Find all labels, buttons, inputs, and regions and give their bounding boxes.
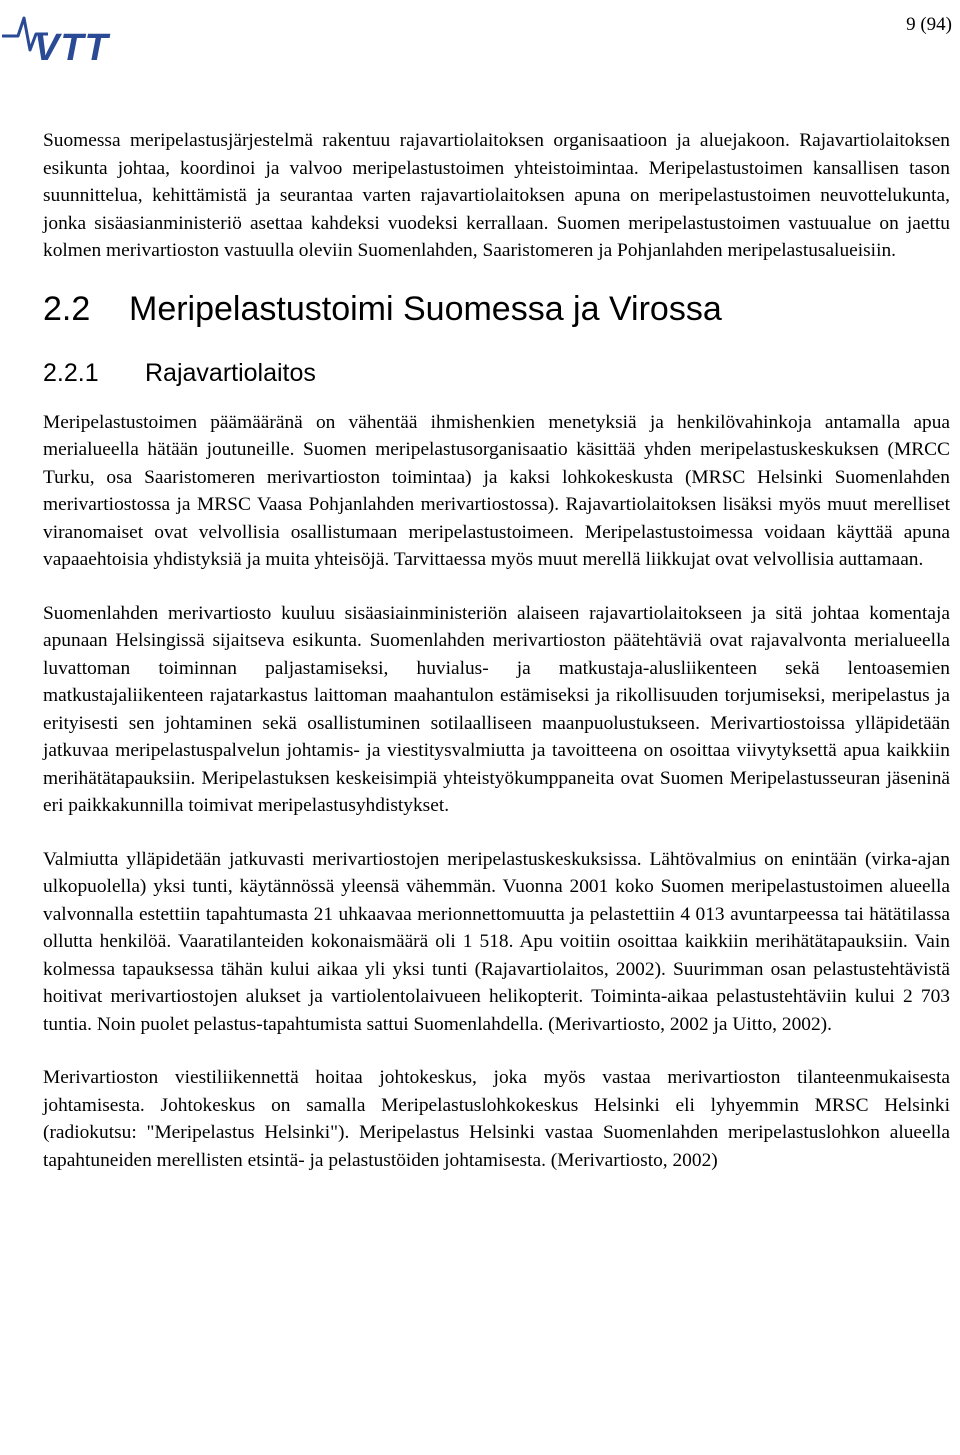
- vtt-logo: [0, 4, 160, 66]
- page-number: 9 (94): [906, 14, 952, 35]
- paragraph-meripelastustoimi: Meripelastustoimen päämääränä on vähentää ihmishenkien menetyksiä ja henkilövahinkoja antamalla apua merialueella hätään joutuneille. Suomen meripelastusorganisaatio käsittää yhden meripelastuskeskuksen (MRCC Turku, osa Saaristomeren merivartioston toimintaa) ja kaksi lohkokeskusta (MRSC Helsinki Suomenlahden merivartiostossa ja MRSC Vaasa Pohjanlahden merivartiostossa). Rajavartiolaitoksen lisäksi myös muut merelliset viranomaiset ovat velvollisia osallistumaan meripelastustoimeen. Meripelastustoimessa voidaan käyttää apuna vapaaehtoisia yhdistyksiä ja muita yhteisöjä. Tarvittaessa myös muut merellä liikkujat ovat velvollisia auttamaan.: [43, 411, 950, 570]
- paragraph-suomenlahden-merivartiosto: Suomenlahden merivartiosto kuuluu sisäasiainministeriön alaiseen rajavartiolaitokseen ja sitä johtaa komentaja apunaan Helsingissä sijaitseva esikunta. Suomenlahden merivartioston päätehtäviä ovat rajavalvonta merialueella luvattoman toiminnan paljastamiseksi, huvialus- ja matkustaja-alusliikenteen sekä lentoasemien matkustajaliikenteen rajatarkastus laittoman maahantulon estämiseksi ja rikollisuuden torjumiseksi, meripelastus ja erityisesti sen johtaminen sekä osallistuminen sotilaalliseen maanpuolustukseen. Merivartiostoissa ylläpidetään jatkuvaa meripelastuspalvelun johtamis- ja viestitysvalmiutta ja tavoitteena on osoittaa viivytyksettä apua kaikkiin merihätätapauksiin. Meripelastuksen keskeisimpiä yhteistyökumppaneita ovat Suomen Meripelastusseuran jäseninä eri paikkakunnilla toimivat meripelastusyhdistykset.: [43, 602, 950, 816]
- subsection-number: 2.2.1: [43, 358, 99, 387]
- subsection-title: Rajavartiolaitos: [145, 358, 316, 387]
- section-title: Meripelastustoimi Suomessa ja Virossa: [129, 289, 722, 328]
- section-number: 2.2: [43, 289, 91, 328]
- document-body: [43, 127, 950, 1174]
- subsection-heading-2-2-1: [43, 357, 950, 389]
- section-heading-2-2: [43, 287, 950, 331]
- paragraph-intro: [43, 127, 950, 265]
- logo-text: VTT: [34, 27, 109, 66]
- paragraph-intro-serif: Suomessa meripelastusjärjestelmä rakentuu rajavartiolaitoksen organisaatioon ja aluejakoon. Rajavartiolaitoksen esikunta johtaa, koordinoi ja valvoo meripelastustoimen yhteistoimintaa. Meripelastustoimen kansallisen tason suunnittelua, kehittämistä ja seurantaa varten rajavartiolaitoksen apuna on meripelastustoimen neuvottelukunta, jonka sisäasianministeriö asettaa kahdeksi vuodeksi kerrallaan. Suomen meripelastustoimen vastuualue on jaettu kolmen merivartioston vastuulla oleviin Suomenlahden, Saaristomeren ja Pohjanlahden meripelastusalueisiin.: [43, 130, 950, 261]
- paragraph-viestiliikenne: Merivartioston viestiliikennettä hoitaa johtokeskus, joka myös vastaa merivartioston tilanteenmukaisesta johtamisesta. Johtokeskus on samalla Meripelastuslohkokeskus Helsinki eli lyhyemmin MRSC Helsinki (radiokutsu: "Meripelastus Helsinki"). Meripelastus Helsinki vastaa Suomenlahden meripelastuslohkon alueella tapahtuneiden merellisten etsintä- ja pelastustöiden johtamisesta. (Merivartiosto, 2002): [43, 1067, 950, 1171]
- paragraph-valmius: Valmiutta ylläpidetään jatkuvasti merivartiostojen meripelastuskeskuksissa. Lähtövalmius on enintään (virka-ajan ulkopuolella) yksi tunti, käytännössä yleensä vähemmän. Vuonna 2001 koko Suomen meripelastustoimen alueella valvonnalla estettiin tapahtumasta 21 uhkaavaa merionnettomuutta ja pelastettiin 4 013 avuntarpeessa tai hätätilassa ollutta henkilöä. Vaaratilanteiden kokonaismäärä oli 1 518. Apu voitiin osoittaa kaikkiin merihätätapauksiin. Vain kolmessa tapauksessa tähän kului aikaa yli yksi tunti (Rajavartiolaitos, 2002). Suurimman osan pelastustehtävistä hoitivat merivartiostojen alukset ja vartiolentolaivueen helikopterit. Toiminta-aikaa pelastustehtäviin kului 2 703 tuntia. Noin puolet pelastus-tapahtumista sattui Suomenlahdella. (Merivartiosto, 2002 ja Uitto, 2002).: [43, 848, 950, 1035]
